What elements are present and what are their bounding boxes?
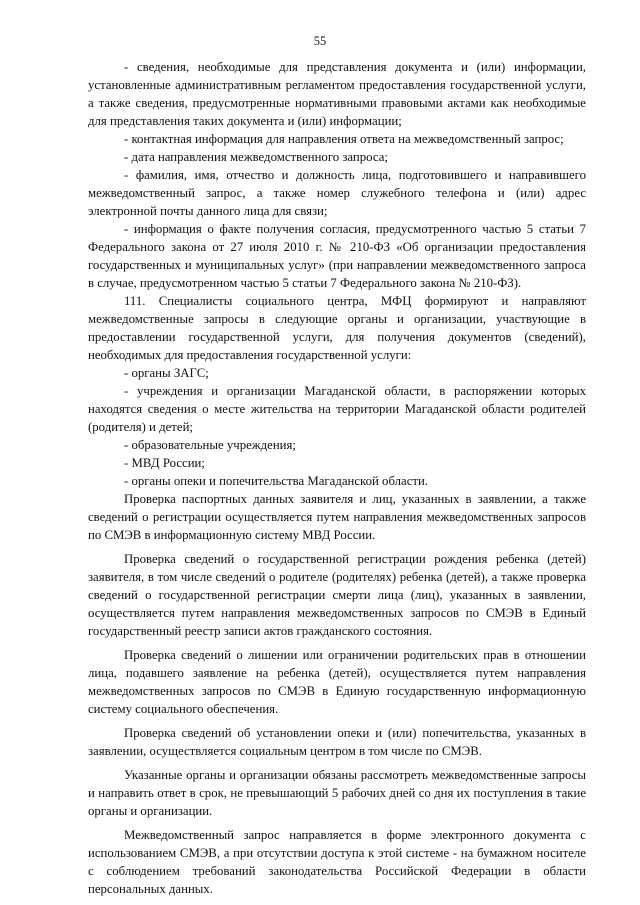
paragraph: - фамилия, имя, отчество и должность лица, подготовившего и направившего межведомственный запрос, а также номер служебного телефона и (или) адрес электронной почты данного лица для связи; — [88, 168, 586, 218]
paragraph: - образовательные учреждения; — [124, 438, 296, 452]
paragraph: 111. Специалисты социального центра, МФЦ формируют и направляют межведомственные запросы в следующие органы и организации, участвующие в предоставлении государственной услуги, для получения документов (сведений), необходимых для предоставления государственной услуги: — [88, 294, 586, 362]
paragraph: - сведения, необходимые для представления документа и (или) информации, установленные административным регламентом предоставления государственной услуги, а также сведения, предусмотренные нормативными правовыми актами как необходимые для представления таких документа и (или) информации; — [88, 60, 586, 128]
paragraph: - органы опеки и попечительства Магаданской области. — [124, 474, 429, 488]
paragraph: Проверка сведений о лишении или ограничении родительских прав в отношении лица, подавшего заявление на ребенка (детей), осуществляется путем направления межведомственных запросов по СМЭВ в Единую государственную информационную систему социального обеспечения. — [88, 648, 586, 716]
paragraph: - учреждения и организации Магаданской области, в распоряжении которых находятся сведения о месте жительства на территории Магаданской области родителей (родителя) и детей; — [88, 384, 586, 434]
paragraph: - дата направления межведомственного запроса; — [124, 150, 388, 164]
document-body — [88, 58, 586, 898]
paragraph: - контактная информация для направления ответа на межведомственный запрос; — [124, 132, 564, 146]
paragraph: - МВД России; — [124, 456, 205, 470]
paragraph: - органы ЗАГС; — [124, 366, 209, 380]
paragraph: Межведомственный запрос направляется в форме электронного документа с использованием СМЭВ, а при отсутствии доступа к этой системе - на бумажном носителе с соблюдением требований законодательства Российской Федерации в области персональных данных. — [88, 828, 586, 896]
page-number: 55 — [313, 34, 327, 48]
paragraph: Указанные органы и организации обязаны рассмотреть межведомственные запросы и направить ответ в срок, не превышающий 5 рабочих дней со дня их поступления в такие органы и организации. — [88, 768, 586, 818]
paragraph: Проверка сведений о государственной регистрации рождения ребенка (детей) заявителя, в том числе сведений о родителе (родителях) ребенка (детей), а также проверка сведений о государственной регистрации смерти лица (лиц), указанных в заявлении, осуществляется путем направления межведомственных запросов по СМЭВ в Единый государственный реестр записи актов гражданского состояния. — [88, 552, 586, 638]
paragraph: Проверка сведений об установлении опеки и (или) попечительства, указанных в заявлении, осуществляется социальным центром в том числе по СМЭВ. — [88, 726, 586, 758]
paragraph: Проверка паспортных данных заявителя и лиц, указанных в заявлении, а также сведений о регистрации осуществляется путем направления межведомственных запросов по СМЭВ в информационную систему МВД России. — [88, 492, 586, 542]
paragraph: - информация о факте получения согласия, предусмотренного частью 5 статьи 7 Федерального закона от 27 июля 2010 г. № 210-ФЗ «Об организации предоставления государственных и муниципальных услуг» (при направлении межведомственного запроса в случае, предусмотренном частью 5 статьи 7 Федерального закона № 210-ФЗ). — [88, 222, 586, 290]
